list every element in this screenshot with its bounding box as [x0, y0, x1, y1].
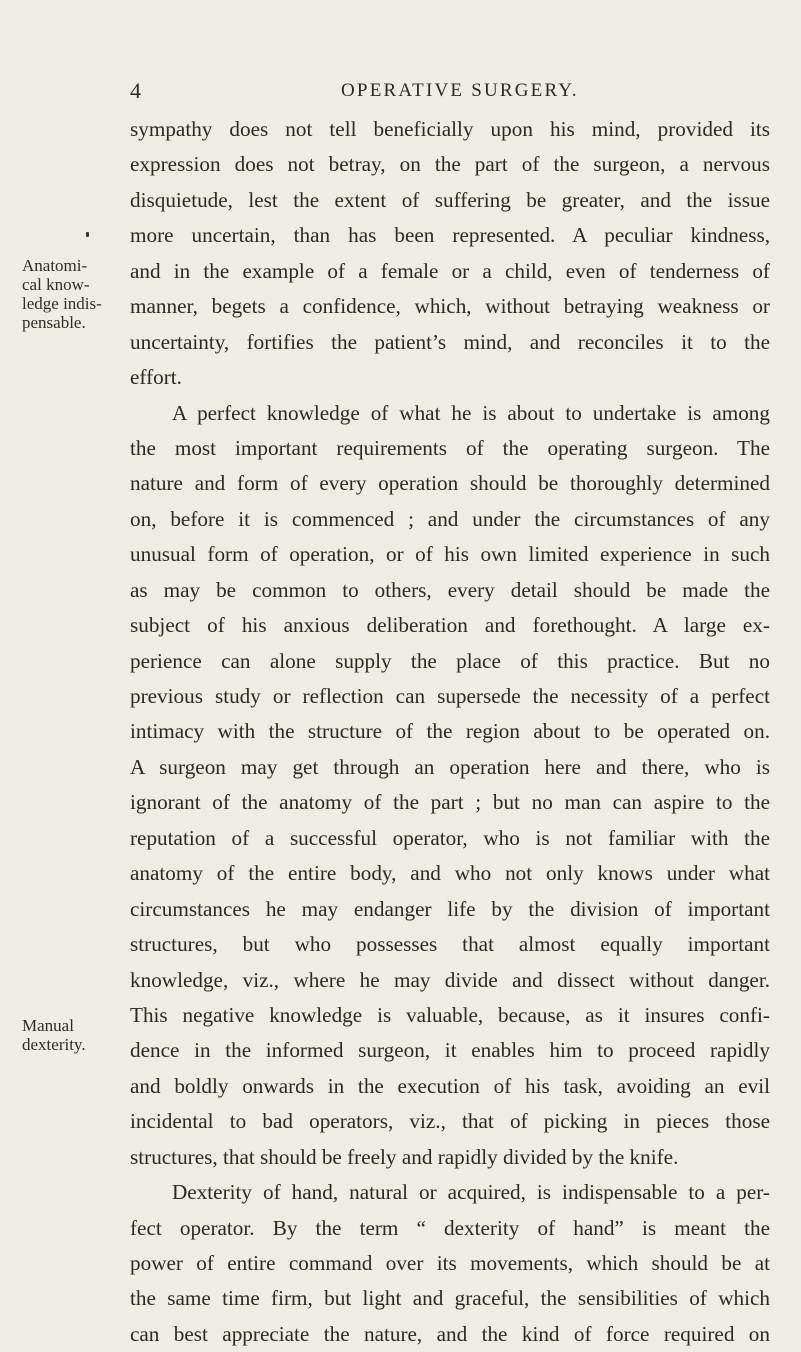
print-speck — [86, 232, 89, 237]
margin-note-line: dexterity. — [22, 1035, 86, 1054]
body-line: perience can alone supply the place of this practice. But no — [130, 648, 770, 673]
body-line: on, before it is commenced ; and under the circumstances of any — [130, 506, 770, 531]
body-line: ignorant of the anatomy of the part ; but no man can aspire to the — [130, 790, 770, 815]
running-head: OPERATIVE SURGERY. — [341, 80, 579, 101]
body-line: structures, that should be freely and rapidly divided by the knife. — [130, 1144, 679, 1169]
body-line: incidental to bad operators, viz., that of picking in pieces those — [130, 1109, 770, 1134]
body-line: and boldly onwards in the execution of his task, avoiding an evil — [130, 1073, 770, 1098]
body-line: circumstances he may endanger life by the division of important — [130, 896, 770, 921]
body-line: dence in the informed surgeon, it enables him to proceed rapidly — [130, 1038, 770, 1063]
body-line: This negative knowledge is valuable, because, as it insures confi- — [130, 1002, 770, 1027]
body-line: effort. — [130, 365, 182, 390]
body-line: expression does not betray, on the part of the surgeon, a nervous — [130, 152, 770, 177]
margin-note-line: cal know- — [22, 275, 90, 294]
body-line: A surgeon may get through an operation here and there, who is — [130, 754, 770, 779]
body-line: structures, but who possesses that almost equally important — [130, 932, 770, 957]
body-line: the same time firm, but light and graceful, the sensibilities of which — [130, 1286, 770, 1311]
margin-note-anatomical-knowledge — [22, 256, 122, 332]
body-line: uncertainty, fortifies the patient’s mind, and reconciles it to the — [130, 329, 770, 354]
body-line: Dexterity of hand, natural or acquired, is indispensable to a per- — [172, 1180, 770, 1205]
page-number: 4 — [130, 78, 141, 103]
margin-note-line: ledge indis- — [22, 294, 102, 313]
body-line: as may be common to others, every detail should be made the — [130, 577, 770, 602]
body-line: knowledge, viz., where he may divide and dissect without danger. — [130, 967, 770, 992]
body-line: disquietude, lest the extent of suffering be greater, and the issue — [130, 187, 770, 212]
body-line: unusual form of operation, or of his own limited experience in such — [130, 542, 770, 567]
margin-note-manual-dexterity — [22, 1016, 122, 1054]
margin-note-line: Anatomi- — [22, 256, 88, 275]
body-line: and in the example of a female or a child, even of tenderness of — [130, 258, 770, 283]
body-line: reputation of a successful operator, who is not familiar with the — [130, 825, 770, 850]
margin-note-line: pensable. — [22, 313, 86, 332]
body-line: manner, begets a confidence, which, without betraying weakness or — [130, 294, 770, 319]
body-line: power of entire command over its movements, which should be at — [130, 1251, 770, 1275]
body-line: subject of his anxious deliberation and forethought. A large ex- — [130, 613, 770, 638]
page-header — [130, 78, 770, 108]
body-line: previous study or reflection can supersede the necessity of a perfect — [130, 684, 770, 708]
body-line: more uncertain, than has been represented. A peculiar kindness, — [130, 223, 770, 248]
body-line: sympathy does not tell beneficially upon his mind, provided its — [130, 117, 770, 141]
body-line: can best appreciate the nature, and the kind of force required on — [130, 1321, 770, 1346]
body-line: nature and form of every operation should be thoroughly determined — [130, 471, 770, 496]
body-line: anatomy of the entire body, and who not only knows under what — [130, 861, 770, 886]
body-line: A perfect knowledge of what he is about to undertake is among — [172, 400, 770, 425]
body-line: the most important requirements of the operating surgeon. The — [130, 435, 770, 460]
body-line: fect operator. By the term “ dexterity of hand” is meant the — [130, 1215, 770, 1240]
margin-note-line: Manual — [22, 1016, 74, 1035]
body-text — [130, 112, 770, 1352]
body-line: intimacy with the structure of the region about to be operated on. — [130, 719, 770, 744]
